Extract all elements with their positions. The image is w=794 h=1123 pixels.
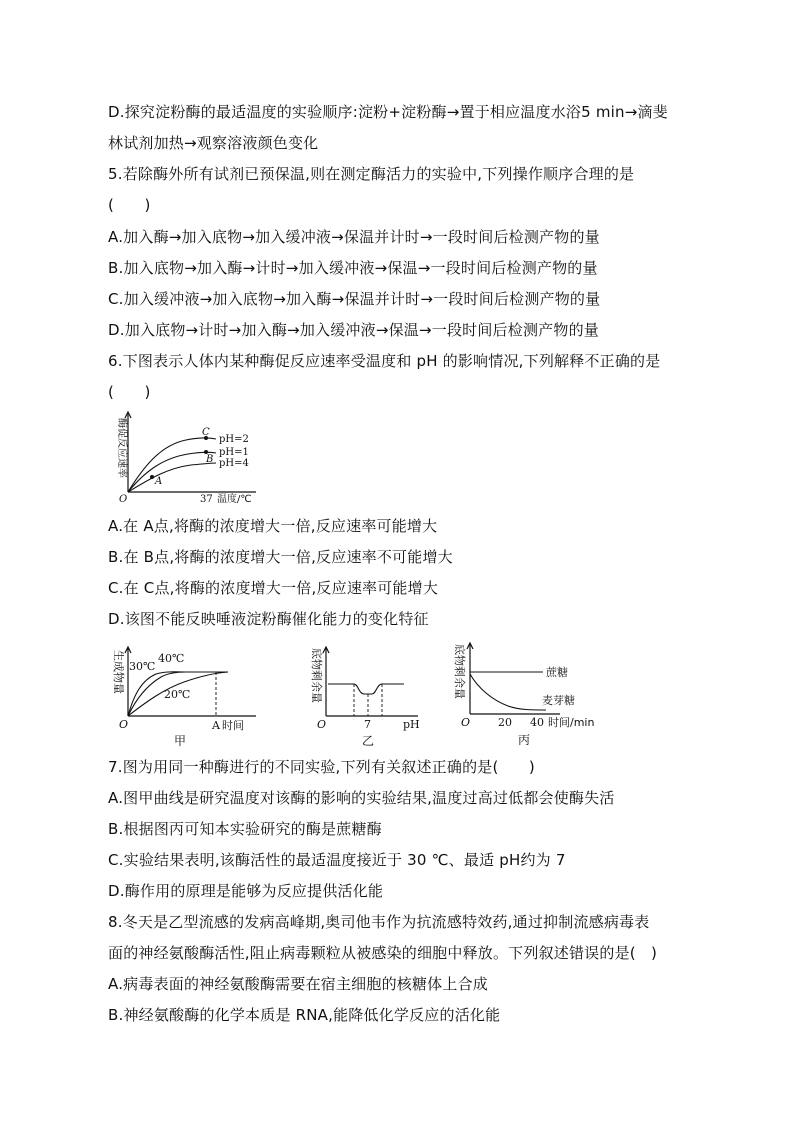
legend-ph4: pH=4 (219, 458, 249, 469)
point-c-label: C (202, 427, 210, 438)
option-b: B.加入底物→加入酶→计时→加入缓冲液→保温→一段时间后检测产物的量 (108, 259, 598, 277)
point-b-label: B (206, 454, 214, 465)
q7-option-d: D.酶作用的原理是能够为反应提供活化能 (108, 882, 384, 900)
x-axis-label: 时间/min (548, 716, 595, 729)
q7-option-a: A.图甲曲线是研究温度对该酶的影响的实验结果,温度过高过低都会使酶失活 (108, 789, 615, 807)
caption-jia: 甲 (174, 734, 187, 748)
y-axis-label: 生成物量 (112, 650, 125, 694)
x-axis-label: pH (403, 718, 420, 731)
curve-ph (328, 684, 404, 694)
text-line: 林试剂加热→观察溶液颜色变化 (108, 134, 319, 152)
x-tick-40: 40 (530, 716, 544, 729)
point-a-label: A (155, 476, 163, 487)
answer-blank: ( ) (108, 383, 151, 401)
x-axis-label: 时间 (222, 719, 244, 732)
answer-blank: ( ) (108, 196, 151, 214)
q8-option-b: B.神经氨酸酶的化学本质是 RNA,能降低化学反应的活化能 (108, 1006, 501, 1024)
curve-maltose (470, 674, 546, 710)
legend-maltose: 麦芽糖 (542, 694, 575, 707)
origin-label: O (317, 718, 327, 731)
x-tick-20: 20 (498, 716, 512, 729)
caption-bing: 丙 (518, 733, 531, 747)
q6-option-b: B.在 B点,将酶的浓度增大一倍,反应速率不可能增大 (108, 548, 453, 566)
origin-label: O (461, 716, 471, 729)
x-axis-label: 温度/℃ (217, 494, 252, 505)
legend-sucrose: 蔗糖 (546, 666, 568, 679)
y-axis-label: 酶促反应速率 (116, 418, 127, 478)
q6-option-d: D.该图不能反映唾液淀粉酶催化能力的变化特征 (108, 610, 429, 628)
q7-option-c: C.实验结果表明,该酶活性的最适温度接近于 30 ℃、最适 pH约为 7 (108, 851, 566, 869)
chart-yi (304, 644, 434, 748)
legend-20c: 20℃ (164, 688, 191, 701)
question-6-stem: 6.下图表示人体内某种酶促反应速率受温度和 pH 的影响情况,下列解释不正确的是 (108, 352, 661, 370)
option-d: D.加入底物→计时→加入酶→加入缓冲液→保温→一段时间后检测产物的量 (108, 321, 599, 339)
legend-40c: 40℃ (158, 652, 185, 665)
x-tick-37: 37 (200, 494, 213, 505)
legend-ph2: pH=2 (219, 434, 249, 445)
point-a (150, 475, 154, 479)
q6-option-a: A.在 A点,将酶的浓度增大一倍,反应速率可能增大 (108, 517, 438, 535)
q7-option-b: B.根据图丙可知本实验研究的酶是蔗糖酶 (108, 820, 382, 838)
question-5-stem: 5.若除酶外所有试剂已预保温,则在测定酶活力的实验中,下列操作顺序合理的是 (108, 165, 635, 183)
x-marker-a: A (212, 719, 220, 732)
text-line: D.探究淀粉酶的最适温度的实验顺序:淀粉+淀粉酶→置于相应温度水浴5 min→滴斐 (108, 103, 668, 121)
q6-rate-temperature-chart (106, 410, 276, 506)
chart-jia (106, 644, 276, 748)
legend-30c: 30℃ (129, 660, 156, 673)
chart-bing (448, 640, 618, 748)
caption-yi: 乙 (362, 734, 375, 748)
origin-label: O (119, 718, 129, 731)
option-c: C.加入缓冲液→加入底物→加入酶→保温并计时→一段时间后检测产物的量 (108, 290, 601, 308)
legend-ph1: pH=1 (219, 447, 249, 458)
question-8-stem-cont: 面的神经氨酸酶活性,阻止病毒颗粒从被感染的细胞中释放。下列叙述错误的是( ) (108, 944, 658, 962)
y-axis-label: 底物剩余量 (310, 648, 323, 703)
y-axis-label: 底物剩余量 (453, 644, 466, 699)
question-8-stem: 8.冬天是乙型流感的发病高峰期,奥司他韦作为抗流感特效药,通过抑制流感病毒表 (108, 913, 650, 931)
origin-label: O (119, 494, 128, 505)
option-a: A.加入酶→加入底物→加入缓冲液→保温并计时→一段时间后检测产物的量 (108, 228, 600, 246)
question-7-stem: 7.图为用同一种酶进行的不同实验,下列有关叙述正确的是( ) (108, 758, 535, 776)
x-tick-7: 7 (364, 718, 371, 731)
q6-option-c: C.在 C点,将酶的浓度增大一倍,反应速率可能增大 (108, 579, 439, 597)
q8-option-a: A.病毒表面的神经氨酸酶需要在宿主细胞的核糖体上合成 (108, 975, 488, 993)
